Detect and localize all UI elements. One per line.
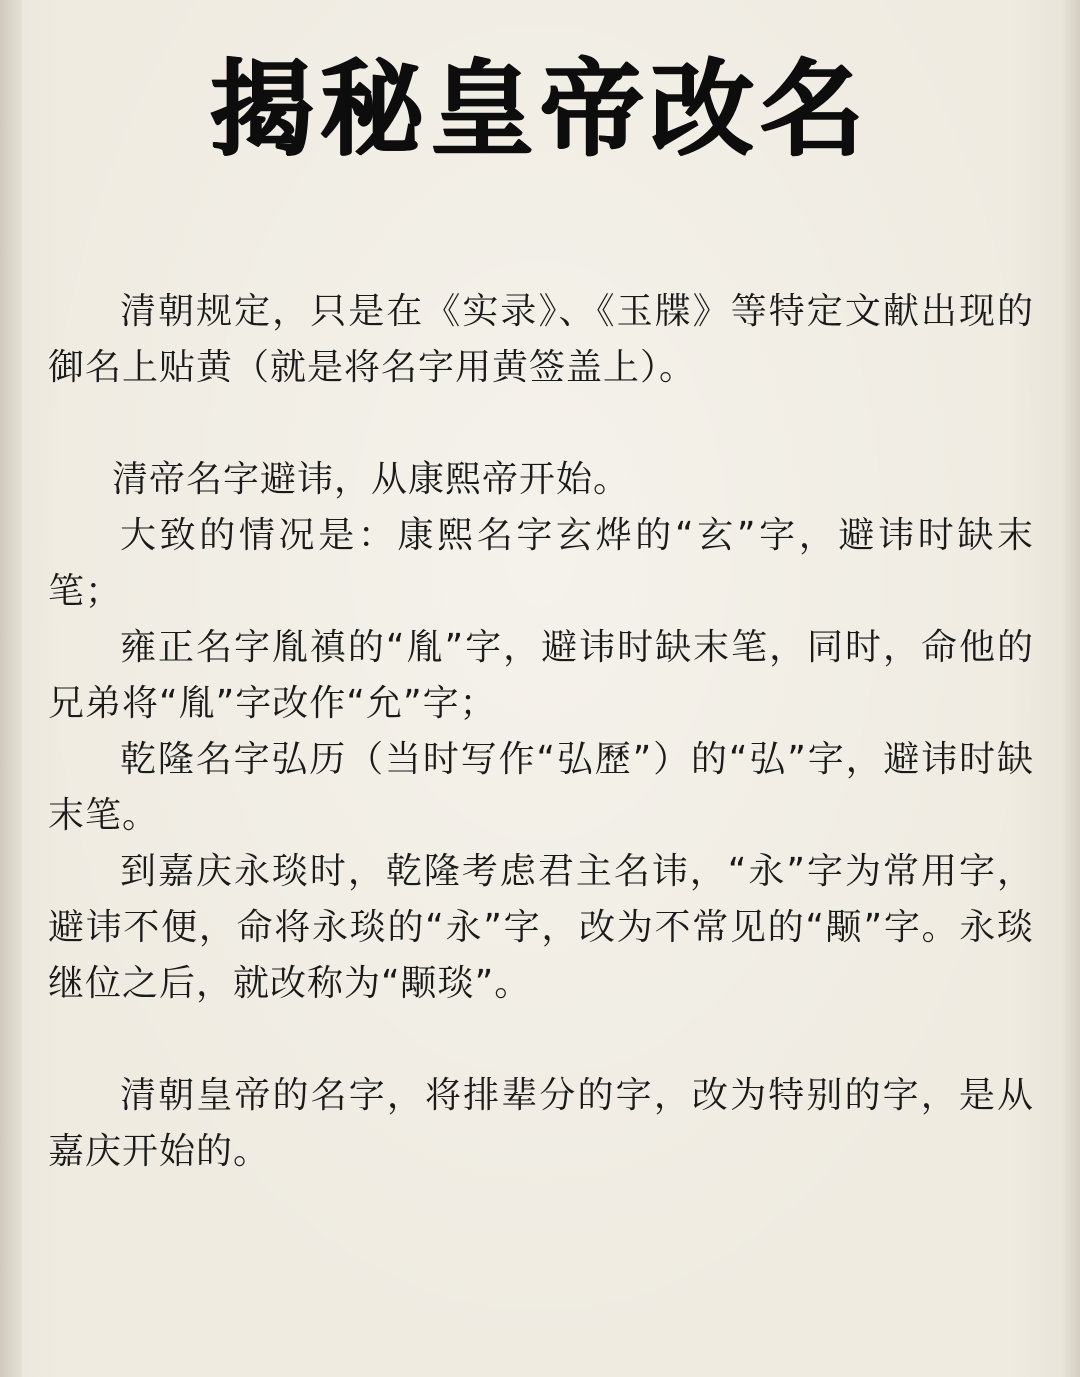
paragraph-gap (48, 1012, 1034, 1068)
page-title: 揭秘皇帝改名 (209, 47, 870, 170)
paragraph-6: 到嘉庆永琰时，乾隆考虑君主名讳，“永”字为常用字，避讳不便，命将永琰的“永”字，改为不常见的“颙”字。永琰继位之后，就改称为“颙琰”。 (48, 851, 1034, 1004)
paragraph-gap (48, 396, 1034, 452)
paragraph-2: 清帝名字避讳，从康熙帝开始。 (112, 459, 631, 500)
paper-left-edge (0, 0, 22, 1377)
paper-right-edge (1062, 0, 1080, 1377)
paragraph-5: 乾隆名字弘历（当时写作“弘歷”）的“弘”字，避讳时缺末笔。 (48, 739, 1034, 836)
paragraph-4: 雍正名字胤禛的“胤”字，避讳时缺末笔，同时，命他的兄弟将“胤”字改作“允”字； (48, 627, 1034, 724)
paragraph-1: 清朝规定，只是在《实录》、《玉牒》等特定文献出现的御名上贴黄（就是将名字用黄签盖上）。 (48, 291, 1034, 388)
paragraph-7: 清朝皇帝的名字，将排辈分的字，改为特别的字，是从嘉庆开始的。 (48, 1075, 1034, 1172)
article-body (48, 284, 1034, 1180)
paragraph-3: 大致的情况是：康熙名字玄烨的“玄”字，避讳时缺末笔； (48, 515, 1034, 612)
